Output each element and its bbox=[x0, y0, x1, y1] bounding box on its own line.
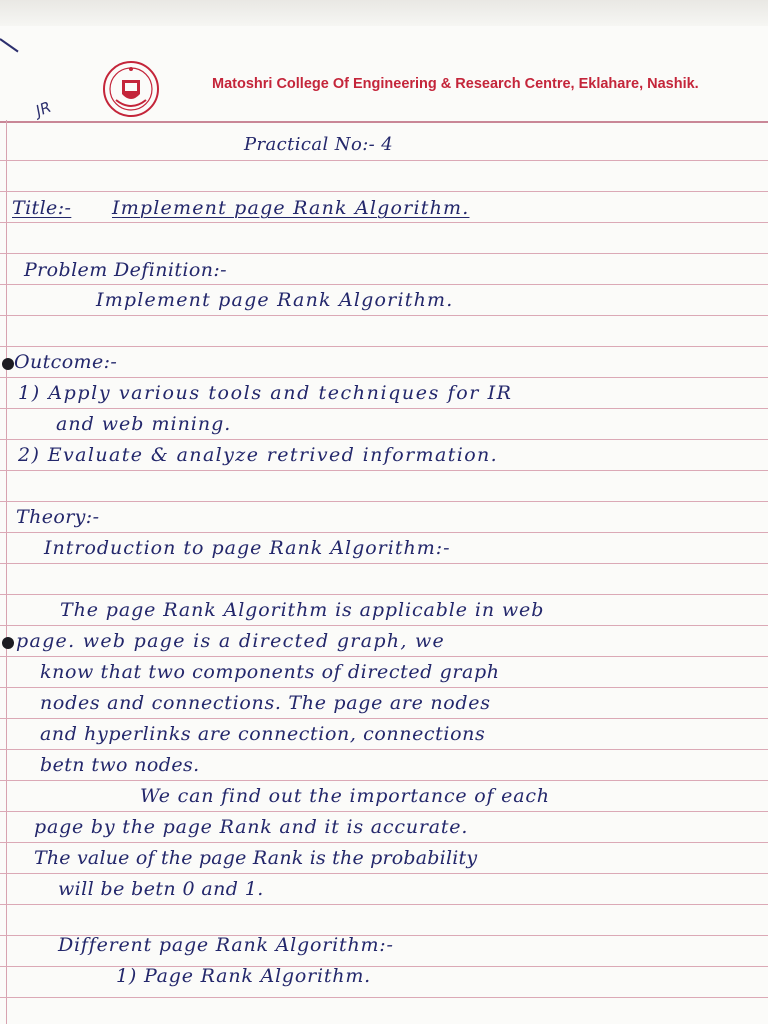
outcome-item: 1) Apply various tools and techniques for IR bbox=[18, 382, 513, 404]
pen-mark bbox=[0, 38, 19, 52]
practical-number: Practical No:- 4 bbox=[244, 134, 394, 155]
rule-line bbox=[0, 253, 768, 254]
problem-text: Implement page Rank Algorithm. bbox=[96, 289, 454, 311]
initials-mark: JR bbox=[33, 97, 54, 121]
rule-line bbox=[0, 656, 768, 657]
rule-line bbox=[0, 873, 768, 874]
outcome-item: and web mining. bbox=[56, 413, 232, 435]
header-rule bbox=[0, 121, 768, 123]
rule-line bbox=[0, 687, 768, 688]
rule-line bbox=[0, 904, 768, 905]
rule-line bbox=[0, 997, 768, 998]
rule-line bbox=[0, 346, 768, 347]
theory-line: page. web page is a directed graph, we bbox=[16, 630, 446, 652]
rule-line bbox=[0, 222, 768, 223]
rule-line bbox=[0, 842, 768, 843]
rule-line bbox=[0, 532, 768, 533]
rule-line bbox=[0, 718, 768, 719]
theory-line: We can find out the importance of each bbox=[140, 785, 550, 807]
rule-line bbox=[0, 315, 768, 316]
algorithms-heading: Different page Rank Algorithm:- bbox=[58, 934, 394, 956]
theory-line: page by the page Rank and it is accurate. bbox=[34, 816, 469, 838]
theory-heading: Theory:- bbox=[16, 506, 100, 528]
theory-line: know that two components of directed graph bbox=[40, 661, 500, 683]
college-logo bbox=[102, 60, 160, 118]
rule-line bbox=[0, 439, 768, 440]
rule-line bbox=[0, 594, 768, 595]
theory-line: nodes and connections. The page are nodes bbox=[40, 692, 491, 714]
problem-heading: Problem Definition:- bbox=[24, 259, 227, 281]
margin-line bbox=[6, 120, 7, 1024]
algorithm-item: 1) Page Rank Algorithm. bbox=[116, 965, 371, 987]
rule-line bbox=[0, 625, 768, 626]
rule-line bbox=[0, 563, 768, 564]
rule-line bbox=[0, 749, 768, 750]
rule-line bbox=[0, 160, 768, 161]
rule-line bbox=[0, 408, 768, 409]
theory-line: The page Rank Algorithm is applicable in web bbox=[60, 599, 545, 621]
scan-top-edge bbox=[0, 0, 768, 26]
theory-line: and hyperlinks are connection, connections bbox=[40, 723, 486, 745]
rule-line bbox=[0, 191, 768, 192]
title-label: Title:- bbox=[12, 197, 72, 219]
margin-bullet bbox=[2, 358, 14, 370]
title-text: Implement page Rank Algorithm. bbox=[112, 197, 470, 219]
theory-line: betn two nodes. bbox=[40, 754, 200, 776]
rule-line bbox=[0, 284, 768, 285]
rule-line bbox=[0, 470, 768, 471]
theory-line: will be betn 0 and 1. bbox=[58, 878, 264, 900]
outcome-item: 2) Evaluate & analyze retrived information. bbox=[18, 444, 499, 466]
theory-subheading: Introduction to page Rank Algorithm:- bbox=[44, 537, 451, 559]
college-name: Matoshri College Of Engineering & Research Centre, Eklahare, Nashik. bbox=[212, 76, 699, 92]
rule-line bbox=[0, 501, 768, 502]
outcome-heading: Outcome:- bbox=[14, 351, 118, 373]
margin-bullet bbox=[2, 637, 14, 649]
rule-line bbox=[0, 811, 768, 812]
rule-line bbox=[0, 377, 768, 378]
theory-line: The value of the page Rank is the probability bbox=[34, 847, 478, 869]
rule-line bbox=[0, 780, 768, 781]
